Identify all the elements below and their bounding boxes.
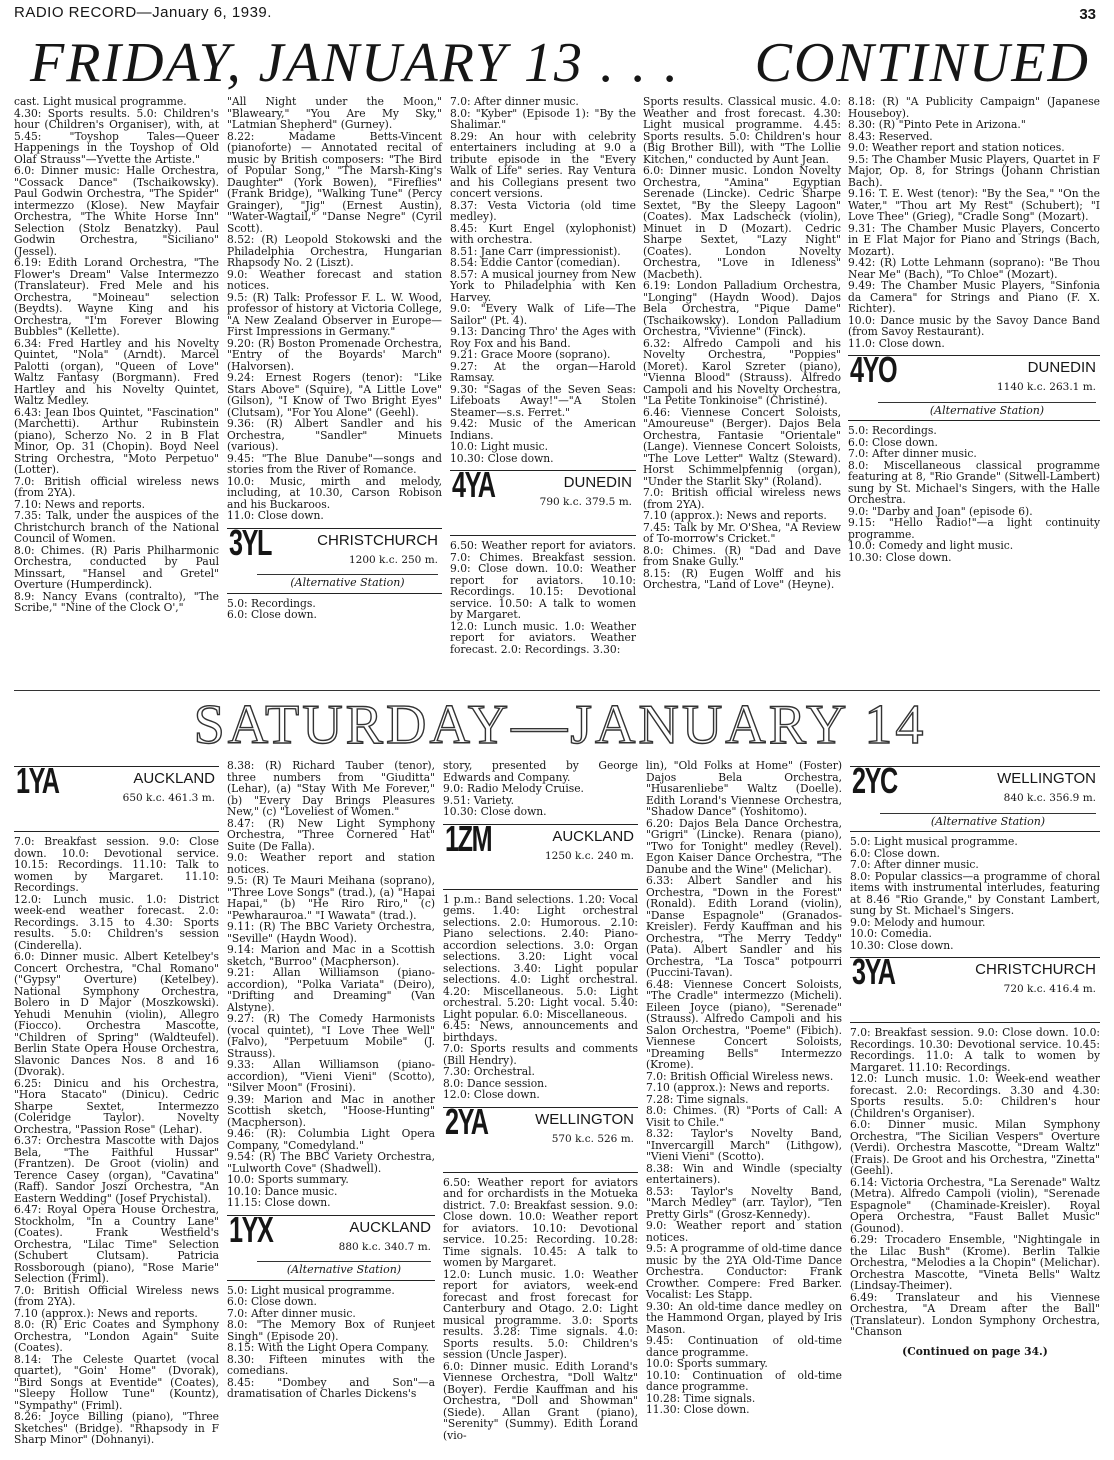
programme-entry: "All Night under the Moon," "Blaweary," "You Are My Sky," "Latmian Shepherd" (Gurney). <box>227 95 442 131</box>
programme-entry: 6.0: Dinner music. Edith Lorand's Viennese Orchestra, "Doll Waltz" (Boyer). Ferdie Kauffman and his Orchestra, "Doll and Showman" (Siede). Allan Grant (piano), "Serenity" (Summy). Edith Lorand (vio- <box>443 1359 638 1442</box>
programme-entry: 11.15: Close down. <box>227 1196 331 1209</box>
programme-entry: 8.14: The Celeste Quartet (vocal quartet), "Goin' Home" (Dvorak), "Bird Songs at Eventide" (Coates), "Sleepy Hollow Tune" (Kountz), "Sympathy" (Friml). <box>14 1352 219 1412</box>
programme-entry: 9.0: Weather forecast and station notices. <box>227 267 442 292</box>
programme-entry: 8.57: A musical journey from New York to Philadelphia with Ken Harvey. <box>450 267 636 304</box>
programme-entry: 7.0: Breakfast session. 9.0: Close down. 10.0: Recordings. 10.30: Devotional service. 10.45: Recordings. 11.0: A talk to women by Margaret. 11.10: Recordings. <box>850 1026 1100 1074</box>
programme-entry: 6.37: Orchestra Mascotte with Dajos Bela, "The Faithful Hussar" (Frantzen). De Groot (violin) and Terence Casey (organ), "Cavatina" (Raff). Sandor Joszi Orchestra, "An Eastern Wedding" (Josef Prychistal). <box>14 1134 219 1205</box>
programme-entry: 7.45: Talk by Mr. O'Shea, "A Review of To-morrow's Cricket." <box>643 520 841 545</box>
programme-entry: 6.20: Dajos Bela Dance Orchestra, "Grigri" (Lincke). Renara (piano), "Two for Tonight" medley (Revel). Egon Kaiser Dance Orchestra, "The Danube and the Wine" (Melichar). <box>646 816 842 876</box>
station-frequency: 790 k.c. 379.5 m. <box>539 496 632 508</box>
station-callsign: 3YA <box>852 951 895 992</box>
station-callsign: 4YA <box>452 464 495 505</box>
programme-entry: 8.0: Miscellaneous classical programme featuring at 8, "Rio Grande" (Sitwell-Lambert) sung by St. Michael's Singers, with the Halle Orchestra. <box>848 458 1100 506</box>
station-city: CHRISTCHURCH <box>975 961 1096 978</box>
programme-entry: 9.13: Dancing Thro' the Ages with Roy Fox and his Band. <box>450 325 636 350</box>
programme-entry: 9.5: A programme of old-time dance music by the 2YA Old-Time Dance Orchestra. Conductor: Frank Crowther. Compere: Fred Barker. Vocalist: Les Stapp. <box>646 1242 842 1301</box>
programme-entry: 8.45: Kurt Engel (xylophonist) with orchestra. <box>450 221 636 246</box>
programme-entry: 6.49: Translateur and his Viennese Orchestra, "A Dream after the Ball" (Translateur). London Symphony Orchestra, "Chanson <box>850 1290 1100 1338</box>
programme-entry: 7.30: Orchestral. <box>443 1065 535 1078</box>
programme-entry: 6.43: Jean Ibos Quintet, "Fascination" (Marchetti). Arthur Rubinstein (piano), Scherzo No. 2 in B Flat Minor, Op. 31 (Chopin). Boyd Neel String Orchestra, "Moto Perpetuo" (Lotter). <box>14 405 219 476</box>
station-callsign: 3YL <box>229 521 272 563</box>
station-city: CHRISTCHURCH <box>317 531 438 549</box>
programme-entry: 6.0: Close down. <box>227 608 317 621</box>
programme-entry: 7.0: British official wireless news (from 2YA). <box>643 486 841 511</box>
programme-entry: 9.15: "Hello Radio!"—a light continuity programme. <box>848 516 1100 541</box>
station-frequency: 650 k.c. 461.3 m. <box>122 792 215 804</box>
programme-entry: 7.10 (approx.): News and reports. <box>646 1081 830 1094</box>
programme-entry: 9.21: Allan Williamson (piano-accordion), "Polka Variata" (Deiro), "Drifting and Dreaming" (Van Alstyne). <box>227 966 435 1014</box>
station-1yx <box>227 1208 435 1281</box>
programme-entry: 9.0: Melody and humour. <box>850 915 986 929</box>
programme-entry: 5.0: Light musical programme. <box>850 835 1018 848</box>
station-callsign: 2YA <box>445 1100 488 1142</box>
station-frequency: 880 k.c. 340.7 m. <box>338 1240 431 1253</box>
friday-title-left: FRIDAY, JANUARY 13 . . . <box>30 32 681 94</box>
programme-entry: 6.14: Victoria Orchestra, "La Serenade" Waltz (Metra). Alfredo Campoli (violin), "Serenade Espagnole" (Chaminade-Kreisler). Royal Opera Orchestra, "Faust Ballet Music" (Gounod). <box>850 1175 1100 1235</box>
programme-entry: 9.27: At the organ—Harold Ramsay. <box>450 359 636 384</box>
programme-entry: 8.15: With the Light Opera Company. <box>227 1341 430 1354</box>
programme-entry: 8.26: Joyce Billing (piano), "Three Sketches" (Bridge). "Rhapsody in F Sharp Minor" (Dohnanyi). <box>14 1410 219 1446</box>
station-alt-label: (Alternative Station) <box>257 1261 431 1276</box>
programme-entry: 10.0: Light music. <box>450 440 549 453</box>
programme-entry: 8.53: Taylor's Novelty Band, "March Medley" (arr. Taylor), "Ten Pretty Girls" (Grosz-Kennedy). <box>646 1184 842 1221</box>
programme-entry: 8.30: Fifteen minutes with the comedians. <box>227 1352 435 1377</box>
programme-entry: 7.10 (approx.): News and reports. <box>14 1306 198 1320</box>
programme-entry: 12.0: Close down. <box>443 1088 540 1101</box>
programme-entry: 10.0: Sports summary. <box>227 1173 349 1186</box>
programme-entry: 10.0: Comedy and light music. <box>848 539 1014 552</box>
programme-entry: lin), "Old Folks at Home" (Foster) Dajos Bela Orchestra, "Husarenliebe" Waltz (Doelle). Edith Lorand's Viennese Orchestra, "Shadow Dance" (Yoshitomo). <box>646 759 842 818</box>
programme-entry: 9.36: (R) Albert Sandler and his Orchestra, "Sandler" Minuets (various). <box>227 417 442 453</box>
programme-entry: 10.10: Dance music. <box>227 1184 338 1198</box>
programme-entry: 6.47: Royal Opera House Orchestra, Stockholm, "In a Country Lane" (Coates). Frank Westfield's Orchestra, "Lilac Time" Selection (Schubert Clutsam). Patricia Rossborough (piano), "Rose Marie" Selection (Friml). <box>14 1203 219 1285</box>
page-number: 33 <box>1079 6 1096 23</box>
station-city: WELLINGTON <box>997 770 1096 787</box>
friday-col-3-4ya-items <box>450 540 636 655</box>
programme-entry: 9.0: "Darby and Joan" (episode 6). <box>848 504 1033 518</box>
programme-entry: 7.0: After dinner music. <box>850 858 979 871</box>
programme-entry: 9.11: (R) The BBC Variety Orchestra, "Seville" (Haydn Wood). <box>227 920 435 945</box>
programme-entry: 7.35: Talk, under the auspices of the Christchurch branch of the National Council of Women. <box>14 509 219 545</box>
programme-entry: 6.48: Viennese Concert Soloists, "The Cradle" intermezzo (Micheli). Eileen Joyce (piano), "Serenade" (Strauss). Alfredo Campoli and his Salon Orchestra, "Poeme" (Fibich). Viennese Concert Soloists, "Dreaming Bells" Intermezzo (Krome). <box>646 977 842 1071</box>
station-alt-label: (Alternative Station) <box>880 813 1096 828</box>
friday-col-3 <box>450 96 636 655</box>
programme-entry: 8.45: "Dombey and Son"—a dramatisation of Charles Dickens's <box>227 1375 435 1400</box>
programme-entry: 6.50: Weather report for aviators. 7.0: Chimes. Breakfast session. 9.0: Close down. 10.0: Weather report for aviators. 10.10: Recordings. 10.15: Devotional service. 10.50: A talk to women by Margaret. <box>450 539 636 621</box>
publication-header: RADIO RECORD—January 6, 1939. <box>14 4 272 21</box>
programme-entry: 6.0: Close down. <box>850 846 940 860</box>
programme-entry: 9.0: Weather report and station notices. <box>848 141 1065 154</box>
programme-entry: 9.21: Grace Moore (soprano). <box>450 348 611 361</box>
station-4ya <box>450 464 636 536</box>
saturday-col-4 <box>646 760 842 1416</box>
section-divider <box>14 690 1100 691</box>
programme-entry: 6.32: Alfredo Campoli and his Novelty Orchestra, "Poppies" (Moret). Karol Szreter (piano), "Vienna Blood" (Strauss). Alfredo Campoli and his Novelty Orchestra, "La Petite Tonkinoise" (Christiné). <box>643 336 841 407</box>
programme-entry: 8.38: Win and Windle (specialty entertainers). <box>646 1161 842 1186</box>
programme-entry: 9.27: (R) The Comedy Harmonists (vocal quintet), "I Love Thee Well" (Falvo), "Perpetuum Mobile" (J. Strauss). <box>227 1012 435 1060</box>
programme-entry: 10.30: Close down. <box>848 550 952 564</box>
station-1zm <box>443 817 638 890</box>
saturday-col-2-items <box>227 760 435 1209</box>
programme-entry: 6.0: Dinner music. Albert Ketelbey's Concert Orchestra, "Chal Romano" ("Gypsy" Overture) (Ketelbey). National Symphony Orchestra, Bolero in D Major (Moszkowski). Yehudi Menuhin (violin), Allegro (Fiocco). Orchestra Mascotte, "Children of Spring" (Waldteufel). Berlin State Opera House Orchestra, Slavonic Dances Nos. 8 and 16 (Dvorak). <box>14 950 219 1078</box>
programme-entry: 6.19: London Palladium Orchestra, "Longing" (Haydn Wood). Dajos Bela Orchestra, "Pique Dame" (Tschaikowsky). London Palladium Orchestra, "Vivienne" (Finck). <box>643 279 841 338</box>
saturday-col-3-items <box>443 760 638 818</box>
programme-entry: 10.28: Time signals. <box>646 1391 756 1405</box>
station-city: DUNEDIN <box>563 474 632 491</box>
programme-entry: 8.30: (R) "Pinto Pete in Arizona." <box>848 118 1026 131</box>
programme-entry: 9.24: Ernest Rogers (tenor): "Like Stars Above" (Squire), "A Little Love" (Gilson), "I Know of Two Bright Eyes" (Clutsam), "For You Alone" (Geehl). <box>227 371 442 419</box>
programme-entry: 8.54: Eddie Cantor (comedian). <box>450 256 621 269</box>
station-callsign: 4YO <box>850 349 897 390</box>
station-3ya <box>850 951 1100 1023</box>
programme-entry: 6.34: Fred Hartley and his Novelty Quintet, "Nola" (Arndt). Marcel Palotti (organ), "Queen of Love" Waltz Fantasy (Borgmann). Fred Hartley and his Novelty Quintet, Waltz Medley. <box>14 336 219 407</box>
programme-entry: 4.30: Sports results. 5.0: Children's hour (Children's Organiser), with, at 5.45: "Toyshop Tales—Queer Happenings in the Toyshop of Old Olaf Strauss"—Yvette the Artiste." <box>14 106 219 166</box>
programme-entry: 9.0: Weather report and station notices. <box>227 851 435 876</box>
programme-entry: 9.14: Marion and Mac in a Scottish sketch, "Burroo" (Macpherson). <box>227 943 435 968</box>
friday-col-5-4yo-items <box>848 425 1100 563</box>
programme-entry: 9.51: Variety. <box>443 793 515 807</box>
programme-entry: 9.0: Weather report and station notices. <box>646 1219 842 1244</box>
programme-entry: 7.0: Breakfast session. 9.0: Close down. 10.0: Devotional service. 10.15: Recordings. 11.10: Talk to women by Margaret. 11.10: Recordings. <box>14 835 219 894</box>
saturday-col-5 <box>850 760 1100 1357</box>
station-2ya <box>443 1100 638 1173</box>
programme-entry: 9.46: (R): Columbia Light Opera Company, "Comedyland." <box>227 1127 435 1152</box>
saturday-title: SATURDAY—JANUARY 14 <box>193 694 927 756</box>
programme-entry: 8.9: Nancy Evans (contralto), "The Scribe," "Nine of the Clock O'," <box>14 589 219 614</box>
programme-entry: 9.20: (R) Boston Promenade Orchestra, "Entry of the Boyards' March" (Halvorsen). <box>227 336 442 373</box>
programme-entry: 8.43: Reserved. <box>848 129 933 143</box>
programme-entry: 8.37: Vesta Victoria (old time medley). <box>450 198 636 223</box>
programme-entry: 9.45: "The Blue Danube"—songs and stories from the River of Romance. <box>227 451 442 476</box>
programme-entry: 5.0: Light musical programme. <box>227 1283 395 1297</box>
saturday-col-3 <box>443 760 638 1441</box>
programme-entry: 6.29: Trocadero Ensemble, "Nightingale in the Lilac Bush" (Krome). Berlin Talkie Orchestra, "Melodies a la Chopin" (Melichar). Orchestra Mascotte, "Vineta Bells" Waltz (Lindsay-Theimer). <box>850 1233 1100 1292</box>
saturday-col-5-2yc-items <box>850 836 1100 951</box>
station-frequency: 840 k.c. 356.9 m. <box>1003 792 1096 804</box>
programme-entry: 7.0: After dinner music. <box>848 447 977 460</box>
station-callsign: 1ZM <box>445 817 492 859</box>
programme-entry: 7.0: British Official Wireless news (from 2YA). <box>14 1283 219 1308</box>
programme-entry: 6.25: Dinicu and his Orchestra, "Hora Stacato" (Dinicu). Cedric Sharpe Sextet, Intermezzo (Coleridge Taylor). Novelty Orchestra, "Passion Rose" (Lehar). <box>14 1076 219 1136</box>
programme-entry: 7.0: After dinner music. <box>450 95 579 108</box>
programme-entry: 1 p.m.: Band selections. 1.20: Vocal gems. 1.40: Light orchestral selections. 2.0: Humorous. 2.10: Piano selections. 2.40: Piano-accordion selections. 3.0: Organ selections. 3.20: Light vocal selections. 3.40: Light popular selections. 4.0: Light orchestral. 4.20: Miscellaneous. 5.0: Light orchestral. 5.20: Light vocal. 5.40: Light popular. 6.0: Miscellaneous. <box>443 892 638 1021</box>
programme-entry: 7.0: British Official Wireless news. <box>646 1069 834 1083</box>
programme-entry: 9.16: T. E. West (tenor): "By the Sea," "On the Water," "Thou art My Rest" (Schubert); "I Love Thee" (Grieg), "Cradle Song" (Mozart). <box>848 187 1100 223</box>
saturday-col-3-1zm-items <box>443 894 638 1101</box>
programme-entry: 8.29: An hour with celebrity entertainers including at 9.0 a tribute episode in the "Every Walk of Life" series. Ray Ventura and his Collegians present two concert versions. <box>450 129 636 200</box>
programme-entry: 6.50: Weather report for aviators and for orchardists in the Motueka district. 7.0: Breakfast session. 9.0: Close down. 10.0: Weather report for aviators. 10.10: Devotional service. 10.25: Recording. 10.28: Time signals. 10.45: A talk to women by Margaret. <box>443 1175 638 1269</box>
programme-entry: 12.0: Lunch music. 1.0: District week-end weather forecast. 2.0: Recordings. 3.15 to 4.30: Sports results. 5.0: Children's session (Cinderella). <box>14 892 219 952</box>
station-callsign: 1YA <box>16 760 59 801</box>
programme-entry: 11.30: Close down. <box>646 1403 750 1416</box>
programme-entry: 9.31: The Chamber Music Players, Concerto in E Flat Major for Piano and Strings (Bach, Mozart). <box>848 221 1100 258</box>
friday-col-5 <box>848 96 1100 563</box>
station-3yl <box>227 521 442 594</box>
programme-entry: 6.0: Close down. <box>227 1295 317 1308</box>
programme-entry: 9.39: Marion and Mac in another Scottish sketch, "Hoose-Hunting" (Macpherson). <box>227 1092 435 1129</box>
programme-entry: story, presented by George Edwards and Company. <box>443 759 638 784</box>
station-city: AUCKLAND <box>552 827 634 845</box>
station-city: AUCKLAND <box>349 1218 431 1236</box>
programme-entry: 6.0: Dinner music: Halle Orchestra, "Cossack Dance" (Tschaikowsky). Paul Godwin Orchestra, "The Spider" intermezzo (Klose). New Mayfair Orchestra, "The White Horse Inn" Selection (Stolz Benatzky). Paul Godwin Orchestra, "Siciliano" (Jessel). <box>14 164 219 258</box>
programme-entry: 9.5: (R) Te Mauri Meihana (soprano), "Three Love Songs" (trad.), (a) "Hapai Hapai," (b) "He Riro Riro," (c) "Pewharauroa." "I Wawata" (trad.). <box>227 874 435 922</box>
programme-entry: 11.0: Close down. <box>848 336 945 350</box>
programme-entry: 9.5: (R) Talk: Professor F. L. W. Wood, professor of history at Victoria College, "A New Zealand Observer in Europe—First Impressions in Germany." <box>227 290 442 338</box>
station-city: AUCKLAND <box>133 770 215 787</box>
programme-entry: 6.45: News, announcements and birthdays. <box>443 1019 638 1044</box>
station-callsign: 2YC <box>852 760 897 801</box>
friday-col-3-items <box>450 96 636 464</box>
programme-entry: 7.10: News and reports. <box>14 497 145 511</box>
programme-entry: 9.33: Allan Williamson (piano-accordion), "Vieni Vieni" (Scotto), "Silver Moon" (Frosini). <box>227 1058 435 1094</box>
friday-col-4 <box>643 96 841 591</box>
programme-entry: 6.0: Dinner music. Milan Symphony Orchestra, "The Sicilian Vespers" Overture (Verdi). Orchestra Mascotte, "Dream Waltz" (Frais). De Groot and his Orchestra, "Zinetta" (Geehl). <box>850 1118 1100 1177</box>
programme-entry: 12.0: Lunch music. 1.0: Week-end weather forecast. 2.0: Recordings. 3.30 and 4.30: Sports results. 5.0: Children's hour (Children's Organiser). <box>850 1072 1100 1120</box>
programme-entry: 8.22: Madame Betts-Vincent (pianoforte) — Annotated recital of music by British composers: "The Bird of Popular Song," "The Marsh-King's Daughter" (York Bowen), "Fireflies" (Frank Bridge), "Walking Tune" (Percy Grainger), "Jig" (Ernest Austin), "Water-Wagtail," "Danse Negre" (Cyril Scott). <box>227 129 442 235</box>
friday-col-2-3yl-items <box>227 598 442 621</box>
programme-entry: 8.0: Popular classics—a programme of choral items with instrumental interludes, featuring at 8.46 "Rio Grande," by Constant Lambert, sung by St. Michael's Singers. <box>850 869 1100 917</box>
station-frequency: 1200 k.c. 250 m. <box>349 553 438 566</box>
programme-entry: 9.54: (R) The BBC Variety Orchestra, "Lulworth Cove" (Shadwell). <box>227 1150 435 1175</box>
saturday-col-2-1yx-items <box>227 1285 435 1400</box>
programme-entry: 6.46: Viennese Concert Soloists, "Amoureuse" (Berger). Dajos Bela Orchestra, Fantasie "Orientale" (Lange). Viennese Concert Soloists, "The Love Letter" Waltz (Steward). Horst Schimmelpfennig (organ), "Under the Starlit Sky" (Roland). <box>643 405 841 488</box>
programme-entry: 8.0: "Kyber" (Episode 1): "By the Shalimar." <box>450 106 636 131</box>
programme-entry: 8.15: (R) Eugen Wolff and his Orchestra, "Land of Love" (Heyne). <box>643 566 841 591</box>
programme-entry: 9.5: The Chamber Music Players, Quartet in F Major, Op. 8, for Strings (Johann Christian Bach). <box>848 152 1100 189</box>
programme-entry: cast. Light musical programme. <box>14 95 187 108</box>
programme-entry: 7.0: British official wireless news (from 2YA). <box>14 474 219 499</box>
programme-entry: 8.47: (R) New Light Symphony Orchestra, "Three Cornered Hat" Suite (De Falla). <box>227 816 435 853</box>
station-4yo <box>848 349 1100 421</box>
programme-entry: 8.0: "The Memory Box of Runjeet Singh" (Episode 20). <box>227 1318 435 1343</box>
programme-entry: 10.0: Comedia. <box>850 927 932 940</box>
programme-entry: 9.30: An old-time dance medley on the Hammond Organ, played by Iris Mason. <box>646 1299 842 1336</box>
station-city: DUNEDIN <box>1027 359 1096 376</box>
programme-entry: Sports results. Classical music. 4.0: Weather and frost forecast. 4.30: Light musical programme. 4.45: Sports results. 5.0: Children's hour (Big Brother Bill), with "The Lollie Kitchen," conducted by Aunt Jean. <box>643 95 841 166</box>
programme-entry: 8.0: (R) Eric Coates and Symphony Orchestra, "London Again" Suite (Coates). <box>14 1318 219 1354</box>
programme-entry: 8.38: (R) Richard Tauber (tenor), three numbers from "Giuditta" (Lehar), (a) "Stay With Me Forever," (b) "Every Day Brings Pleasures New," (c) "Loveliest of Women." <box>227 759 435 818</box>
station-1ya <box>14 760 219 832</box>
programme-entry: 8.52: (R) Leopold Stokowski and the Philadelphia Orchestra, Hungarian Rhapsody No. 2 (Liszt). <box>227 233 442 269</box>
programme-entry: 6.0: Dinner music. London Novelty Orchestra, "Amina" Egyptian Serenade (Lincke). Cedric Sharpe Sextet, "By the Sleepy Lagoon" (Coates). Max Ladscheck (violin), Minuet in D (Mozart). Cedric Sharpe Sextet, "Lazy Night" (Coates). London Novelty Orchestra, "Love in Idleness" (Macbeth). <box>643 164 841 281</box>
station-2yc <box>850 760 1100 832</box>
programme-entry: 8.0: Chimes. (R) Paris Philharmonic Orchestra, conducted by Paul Minssart, "Hansel and Gretel" Overture (Humperdinck). <box>14 543 219 591</box>
programme-entry: 5.0: Recordings. <box>227 596 316 610</box>
programme-entry: 6.19: Edith Lorand Orchestra, "The Flower's Dream" Valse Intermezzo (Translateur). Fred Mele and his Orchestra, "Moineau" selection (Beydts). Wayne King and his Orchestra, "I'm Forever Blowing Bubbles" (Kellette). <box>14 256 219 338</box>
programme-entry: 6.33: Albert Sandler and his Orchestra, "Down in the Forest" (Ronald). Edith Lorand (violin), "Danse Espagnole" (Granados-Kreisler). Ferdy Kauffman and his Orchestra, "The Merry Teddy" (Pata). Albert Sandler and his Orchestra, "La Tosca" potpourri (Puccini-Tavan). <box>646 874 842 979</box>
programme-entry: 10.30: Close down. <box>450 451 554 465</box>
friday-title-right: CONTINUED <box>754 32 1090 94</box>
programme-entry: 9.42: (R) Lotte Lehmann (soprano): "Be Thou Near Me" (Bach), "To Chloe" (Mozart). <box>848 256 1100 281</box>
programme-entry: 9.42: Music of the American Indians. <box>450 417 636 442</box>
programme-entry: 10.10: Continuation of old-time dance programme. <box>646 1368 842 1393</box>
station-frequency: 570 k.c. 526 m. <box>551 1132 634 1145</box>
programme-entry: 10.0: Music, mirth and melody, including, at 10.30, Carson Robison and his Buckaroos. <box>227 474 442 511</box>
continued-note: (Continued on page 34.) <box>902 1344 1048 1358</box>
programme-entry: 10.30: Close down. <box>850 938 954 952</box>
station-alt-label: (Alternative Station) <box>257 574 438 589</box>
friday-col-2 <box>227 96 442 621</box>
station-frequency: 1250 k.c. 240 m. <box>545 849 634 862</box>
programme-entry: 9.49: The Chamber Music Players, "Sinfonia da Camera" for Strings and Piano (F. X. Richter). <box>848 279 1100 315</box>
programme-entry: 8.0: Chimes. (R) "Dad and Dave from Snake Gully." <box>643 543 841 568</box>
programme-entry: 8.0: Chimes. (R) "Ports of Call: A Visit to Chile." <box>646 1104 842 1129</box>
programme-entry: 6.0: Close down. <box>848 435 938 449</box>
programme-entry: 9.0: "Every Walk of Life—The Sailor" (Pt. 4). <box>450 302 636 327</box>
saturday-col-1 <box>14 760 219 1446</box>
station-alt-label: (Alternative Station) <box>878 402 1096 417</box>
saturday-col-2 <box>227 760 435 1400</box>
programme-entry: 7.10 (approx.): News and reports. <box>643 509 827 522</box>
programme-entry: 8.18: (R) "A Publicity Campaign" (Japanese Houseboy). <box>848 95 1100 120</box>
programme-entry: 12.0: Lunch music. 1.0: Weather report for aviators. Weather forecast. 2.0: Recordings. 3.30: <box>450 619 636 656</box>
programme-entry: 10.0: Sports summary. <box>646 1357 768 1370</box>
programme-entry: 9.45: Continuation of old-time dance programme. <box>646 1334 842 1359</box>
programme-entry: 10.30: Close down. <box>443 805 547 818</box>
programme-entry: 5.0: Recordings. <box>848 424 937 437</box>
programme-entry: 10.0: Dance music by the Savoy Dance Band (from Savoy Restaurant). <box>848 313 1100 338</box>
station-frequency: 1140 k.c. 263.1 m. <box>996 381 1096 393</box>
saturday-col-1-items <box>14 836 219 1446</box>
programme-entry: 8.51: Jane Carr (impressionist). <box>450 244 621 258</box>
station-city: WELLINGTON <box>535 1110 634 1128</box>
friday-title <box>30 30 1090 96</box>
saturday-col-5-3ya-items <box>850 1027 1100 1338</box>
programme-entry: 7.0: Sports results and comments (Bill Hendry). <box>443 1042 638 1067</box>
programme-entry: 9.30: "Sagas of the Seven Seas: Lifeboats Away!"—"A Stolen Steamer—s.s. Ferret." <box>450 382 636 419</box>
programme-entry: 8.32: Taylor's Novelty Band, "Invercargill March" (Lithgow), "Vieni Vieni" (Scotto). <box>646 1127 842 1163</box>
friday-col-2-items <box>227 96 442 522</box>
programme-entry: 12.0: Lunch music. 1.0: Weather report for aviators, week-end forecast and frost forecast for Canterbury and Otago. 2.0: Light musical programme. 3.0: Sports results. 3.28: Time signals. 4.0: Sports results. 5.0: Children's session (Uncle Jasper). <box>443 1267 638 1361</box>
station-callsign: 1YX <box>229 1208 273 1250</box>
station-frequency: 720 k.c. 416.4 m. <box>1003 983 1096 995</box>
programme-entry: 8.0: Dance session. <box>443 1076 548 1090</box>
programme-entry: 7.0: After dinner music. <box>227 1306 356 1320</box>
friday-col-5-items <box>848 96 1100 349</box>
friday-col-1 <box>14 96 219 614</box>
programme-entry: 11.0: Close down. <box>227 509 324 522</box>
programme-entry: 7.28: Time signals. <box>646 1092 749 1106</box>
saturday-col-3-2ya-items <box>443 1177 638 1442</box>
programme-entry: 9.0: Radio Melody Cruise. <box>443 782 584 795</box>
